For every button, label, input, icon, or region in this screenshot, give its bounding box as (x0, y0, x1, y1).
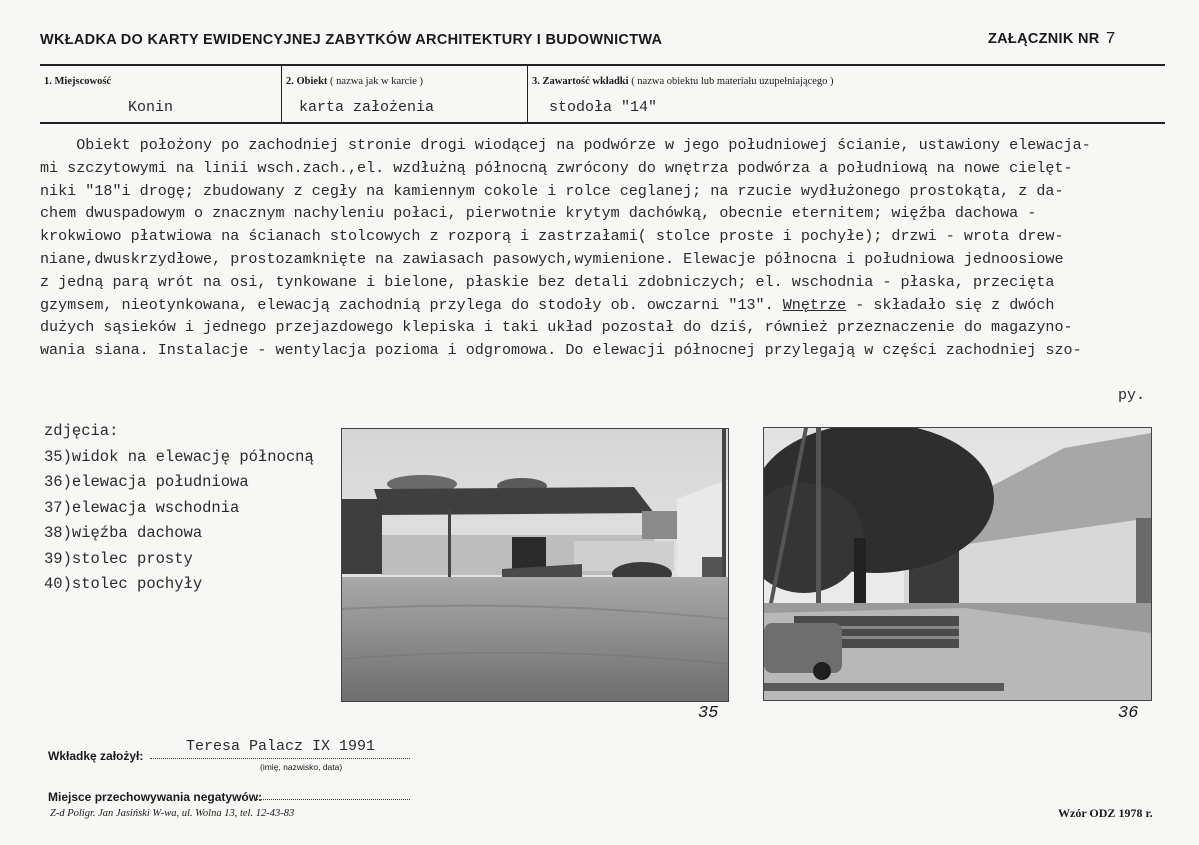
photo-list-item: 38)więźba dachowa (44, 524, 203, 542)
field-top-rule (40, 64, 1165, 66)
founder-sublabel: (imię, nazwisko, data) (260, 762, 343, 772)
annex-number (988, 30, 1116, 49)
field-label-locality: 1. Miejscowość (44, 76, 112, 87)
storage-label: Miejsce przechowywania negatywów: (48, 790, 263, 804)
photo-35-north-elevation (341, 428, 729, 702)
description-line: chem dwuspadowym o znacznym nachyleniu połaci, pierwotnie krytym dachówką, obecnie eternitem; więźba dachowa - (40, 204, 1037, 223)
founder-label: Wkładkę założył: (48, 749, 144, 763)
photo-list-item: 39)stolec prosty (44, 549, 193, 568)
description-line: krokwiowo płatwiowa na ścianach stolcowych z rozporą i zastrzałami( stolce proste i pochyłe); drzwi - wrota drew- (40, 227, 1064, 246)
description-line: z jedną parą wrót na osi, tynkowane i bielone, płaskie bez detali zdobniczych; el. wschodnia - płaska, przecięta (40, 272, 1055, 291)
field-label-object: 2. Obiekt ( nazwa jak w karcie ) (286, 76, 424, 87)
field-value-locality: Konin (128, 99, 174, 116)
card-title: WKŁADKA DO KARTY EWIDENCYJNEJ ZABYTKÓW ARCHITEKTURY I BUDOWNICTWA (40, 32, 663, 48)
photo-36-south-elevation (763, 427, 1152, 701)
field-divider (527, 66, 528, 122)
description-tail: py. (1118, 387, 1146, 404)
form-model: Wzór ODZ 1978 r. (1058, 806, 1153, 820)
photo-list-item: 35)widok na elewację północną (44, 447, 314, 466)
photo-list-item: 40)stolec pochyły (44, 575, 203, 593)
interior-heading: Wnętrze (782, 295, 847, 314)
photo-caption-35: 35 (698, 704, 719, 723)
photo-caption-36: 36 (1118, 704, 1139, 723)
description-line: wania siana. Instalacje - wentylacja pozioma i odgromowa. Do elewacji północnej przylegają w części zachodniej szo- (40, 341, 1082, 360)
field-bottom-rule (40, 122, 1165, 124)
photo-list-heading: zdjęcia: (44, 422, 119, 440)
description-line: Obiekt położony po zachodniej stronie drogi wiodącej na podwórze w jego południowej ścianie, ustawiony elewacja- (40, 136, 1091, 154)
field-label-content: 3. Zawartość wkładki ( nazwa obiektu lub materiału uzupełniającego ) (532, 76, 834, 87)
field-value-content: stodoła "14" (549, 99, 658, 116)
photo-list-item: 36)elewacja południowa (44, 473, 249, 491)
photo-list-item: 37)elewacja wschodnia (44, 498, 240, 517)
description-text (40, 134, 1175, 362)
photo-list (44, 419, 314, 598)
description-line: mi szczytowymi na linii wsch.zach.,el. wzdłużną północną zwrócony do wnętrza podwórza a południową na nowe cielęt- (40, 158, 1073, 177)
description-line: dużych sąsieków i jednego przejazdowego klepiska i taki układ pozostał do dziś, również przeznaczenie do magazyno- (40, 318, 1073, 337)
field-value-object: karta założenia (299, 99, 435, 116)
annex-value: 7 (1105, 30, 1117, 49)
storage-line (256, 799, 410, 800)
annex-label: ZAŁĄCZNIK NR (988, 31, 1100, 47)
description-line: niane,dwuskrzydłowe, prostozamknięte na zawiasach pasowych,wymienione. Elewacje północna i południowa jednoosiowe (40, 249, 1064, 268)
description-line: gzymsem, nieotynkowana, elewacją zachodnią przylega do stodoły ob. owczarni "13". Wnętrze - składało się z dwóch (40, 295, 1055, 314)
founder-line (150, 758, 410, 759)
description-line: niki "18"i drogę; zbudowany z cegły na kamiennym cokole i rolce ceglanej; na rzucie wydłużonego prostokąta, z da- (40, 181, 1064, 200)
founder-value: Teresa Palacz IX 1991 (186, 738, 376, 755)
printer-imprint: Z-d Poligr. Jan Jasiński W-wa, ul. Wolna 13, tel. 12-43-83 (50, 808, 295, 819)
field-divider (281, 66, 282, 122)
